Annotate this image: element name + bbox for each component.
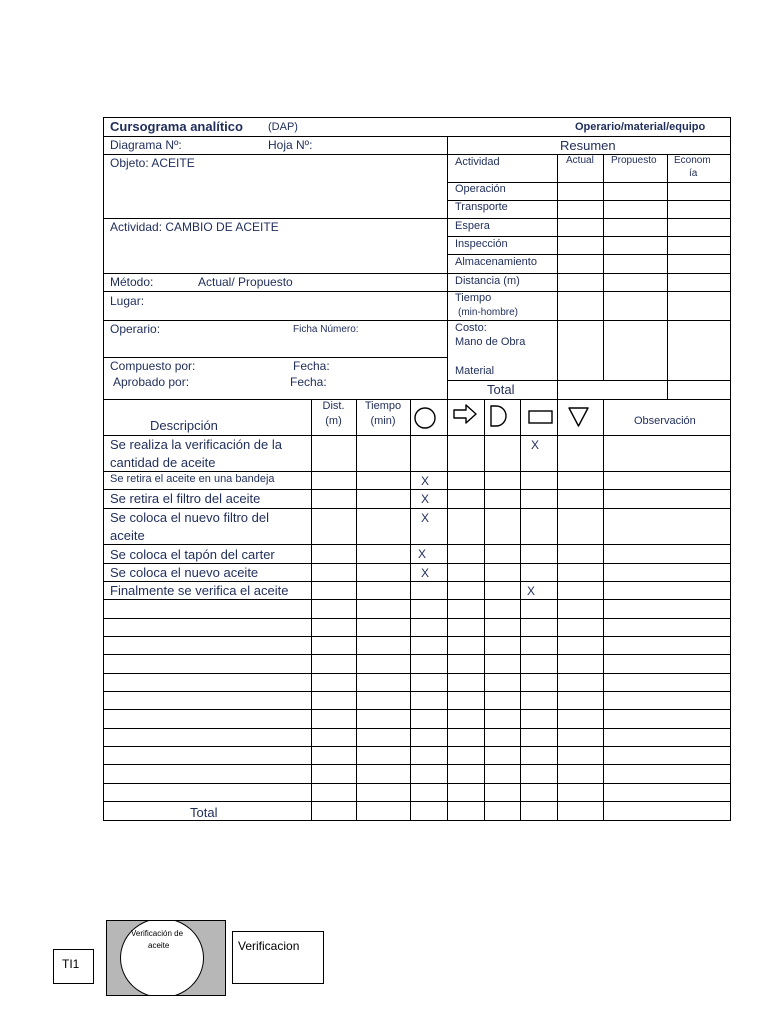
rule	[311, 399, 312, 821]
rule	[520, 399, 521, 821]
rule	[103, 291, 448, 292]
actividad-label: Actividad: CAMBIO DE ACEITE	[110, 220, 279, 234]
summary-col-actual: Actual	[566, 155, 594, 166]
rule	[103, 636, 731, 637]
row-mark: X	[418, 547, 427, 561]
row-description: Se retira el aceite en una bandeja	[110, 473, 275, 485]
summary-col-economia-2: ía	[689, 168, 698, 179]
storage-triangle-icon	[566, 405, 592, 429]
col-tiempo: Tiempo	[364, 400, 402, 412]
rule	[448, 320, 731, 321]
rule	[103, 746, 731, 747]
rule	[103, 357, 448, 358]
rule	[103, 273, 448, 274]
resumen-title: Resumen	[560, 138, 616, 153]
inspection-rectangle-icon	[527, 409, 555, 425]
rule	[410, 399, 411, 821]
frame-left	[103, 117, 104, 821]
frame-bottom	[103, 820, 731, 821]
metodo-value: Actual/ Propuesto	[198, 275, 293, 289]
summary-row-label: Almacenamiento	[455, 256, 537, 268]
rule	[103, 654, 731, 655]
summary-row-label: Distancia (m)	[455, 275, 520, 287]
row-description: Se coloca el nuevo filtro del	[110, 510, 269, 525]
row-description: Se realiza la verificación de la	[110, 437, 282, 452]
col-tiempo-unit: (min)	[370, 415, 396, 427]
rule	[603, 154, 604, 381]
row-description: Se retira el filtro del aceite	[110, 491, 261, 506]
row-description: Se coloca el tapón del carter	[110, 547, 275, 562]
rule	[356, 399, 357, 821]
row-mark: X	[421, 566, 430, 580]
transport-arrow-icon	[452, 404, 478, 424]
row-description: aceite	[110, 528, 145, 543]
rule	[447, 399, 448, 821]
rule	[448, 273, 731, 274]
summary-row-label: Inspección	[455, 238, 508, 250]
summary-col-economia: Econom	[674, 155, 711, 166]
summary-col-actividad: Actividad	[455, 156, 500, 168]
rule	[103, 218, 448, 219]
summary-mano-obra: Mano de Obra	[455, 336, 526, 348]
form-title: Cursograma analítico	[110, 119, 243, 134]
hoja-label: Hoja Nº:	[268, 138, 313, 152]
rule	[103, 599, 731, 600]
metodo-label: Método:	[110, 275, 154, 289]
rule	[103, 709, 731, 710]
verification-figure	[106, 920, 226, 996]
rule	[103, 136, 731, 137]
rule	[557, 399, 558, 821]
lugar-label: Lugar:	[110, 294, 145, 308]
fecha2-label: Fecha:	[290, 375, 327, 389]
rule	[103, 691, 731, 692]
rule	[103, 320, 448, 321]
col-descripcion: Descripción	[150, 418, 218, 433]
summary-row-label: Transporte	[455, 201, 508, 213]
row-mark: X	[421, 474, 430, 488]
rule	[103, 618, 731, 619]
rule	[103, 399, 731, 400]
rule	[103, 489, 731, 490]
ficha-label: Ficha Número:	[293, 324, 359, 335]
rule	[103, 801, 731, 802]
operario-label: Operario:	[110, 322, 161, 336]
rule	[103, 471, 731, 472]
summary-col-propuesto: Propuesto	[611, 155, 657, 166]
rule	[103, 783, 731, 784]
delay-d-icon	[488, 404, 510, 428]
diagrama-label: Diagrama Nº:	[110, 138, 182, 152]
objeto-label: Objeto: ACEITE	[110, 156, 195, 170]
code-label: TI1	[62, 957, 80, 971]
rule	[447, 136, 448, 400]
aprobado-label: Aprobado por:	[113, 375, 190, 389]
rule	[103, 544, 731, 545]
scope-label: Operario/material/equipo	[575, 121, 706, 133]
summary-tiempo-unit: (min-hombre)	[458, 307, 519, 318]
rule	[103, 764, 731, 765]
table-total: Total	[190, 805, 218, 820]
rule	[484, 399, 485, 821]
row-mark: X	[421, 492, 430, 506]
compuesto-label: Compuesto por:	[110, 359, 196, 373]
rule	[448, 254, 731, 255]
col-dist-unit: (m)	[325, 415, 342, 427]
row-description: Finalmente se verifica el aceite	[110, 583, 289, 598]
summary-costo: Costo:	[455, 322, 487, 334]
summary-row-label: Espera	[455, 220, 490, 232]
row-description: cantidad de aceite	[110, 455, 216, 470]
rule	[103, 563, 731, 564]
summary-tiempo: Tiempo	[455, 292, 492, 304]
rule	[448, 218, 731, 219]
operation-circle-icon	[412, 405, 438, 431]
rule	[448, 380, 731, 381]
rule	[103, 508, 731, 509]
verification-label: Verificacion	[238, 939, 300, 953]
rule	[103, 435, 731, 436]
rule	[667, 154, 668, 400]
row-mark: X	[527, 584, 536, 598]
rule	[603, 399, 604, 821]
summary-total: Total	[487, 382, 515, 397]
rule	[103, 581, 731, 582]
rule	[103, 673, 731, 674]
verification-circle-text: Verificación de	[131, 929, 184, 938]
row-mark: X	[531, 438, 540, 452]
frame-right	[730, 117, 731, 821]
fecha1-label: Fecha:	[293, 359, 330, 373]
row-description: Se coloca el nuevo aceite	[110, 565, 259, 580]
col-dist: Dist.	[322, 400, 345, 412]
rule	[448, 236, 731, 237]
row-mark: X	[421, 511, 430, 525]
dap-label: (DAP)	[268, 121, 298, 133]
summary-material: Material	[455, 365, 495, 377]
frame-top	[103, 117, 731, 118]
col-observacion: Observación	[634, 415, 696, 427]
rule	[103, 728, 731, 729]
verification-circle-text: aceite	[148, 941, 170, 950]
rule	[557, 154, 558, 400]
summary-row-label: Operación	[455, 183, 506, 195]
